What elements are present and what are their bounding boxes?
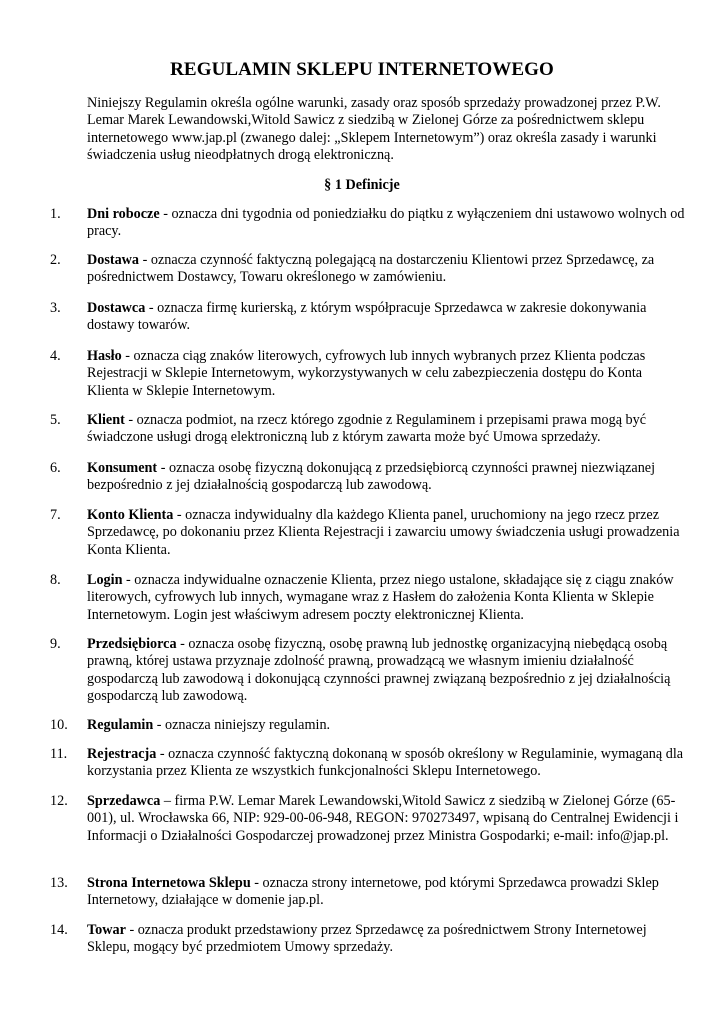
definition-term: Przedsiębiorca	[87, 636, 177, 652]
definition-number: 7.	[50, 507, 61, 523]
definition-text: - oznacza produkt przedstawiony przez Sprzedawcę za pośrednictwem Strony Internetowej Sklepu, mogący być przedmiotem Umowy sprzedaży.	[87, 922, 647, 956]
definition-number: 2.	[50, 252, 61, 268]
definition-text: - oznacza strony internetowe, pod którymi Sprzedawca prowadzi Sklep Internetowy, działające w domenie jap.pl.	[87, 875, 659, 909]
definition-text: - oznacza niniejszy regulamin.	[153, 717, 331, 733]
definition-number: 12.	[50, 793, 68, 809]
definition-text: - oznacza czynność faktyczną dokonaną w sposób określony w Regulaminie, wymaganą dla korzystania przez Klienta ze wszystkich funkcjonalności Sklepu Internetowego.	[87, 746, 684, 780]
definition-number: 4.	[50, 348, 61, 364]
definition-number: 3.	[50, 300, 61, 316]
definition-term: Login	[87, 572, 123, 588]
definition-text: - oznacza ciąg znaków literowych, cyfrowych lub innych wybranych przez Klienta podczas Rejestracji w Sklepie Internetowym, wykorzystywanych w celu zabezpieczenia dostępu do Konta Klienta w Sklepie Internetowym.	[87, 348, 646, 399]
definition-text: – firma P.W. Lemar Marek Lewandowski,Witold Sawicz z siedzibą w Zielonej Górze (65-001), ul. Wrocławska 66, NIP: 929-00-06-948, REGON: 970273497, wpisaną do Centralnej Ewidencji i Informacji o Działalności Gospodarczej prowadzonej przez Ministra Gospodarki; e-mail: info@jap.pl.	[87, 793, 679, 844]
definition-term: Sprzedawca	[87, 793, 161, 809]
definition-number: 6.	[50, 460, 61, 476]
definition-text: - oznacza firmę kurierską, z którym współpracuje Sprzedawca w zakresie dokonywania dostawy towarów.	[87, 300, 647, 334]
definition-term: Dostawca	[87, 300, 146, 316]
definition-number: 10.	[50, 717, 68, 733]
definition-term: Strona Internetowa Sklepu	[87, 875, 251, 891]
definition-term: Rejestracja	[87, 746, 157, 762]
definition-term: Konsument	[87, 460, 158, 476]
document-title: REGULAMIN SKLEPU INTERNETOWEGO	[170, 59, 554, 80]
intro-paragraph: Niniejszy Regulamin określa ogólne warunki, zasady oraz sposób sprzedaży prowadzonej przez P.W. Lemar Marek Lewandowski,Witold Sawicz z siedzibą w Zielonej Górze za pośrednictwem sklepu internetowego www.jap.pl (zwanego dalej: „Sklepem Internetowym”) oraz określa zasady i warunki świadczenia usług nieodpłatnych drogą elektroniczną.	[87, 95, 661, 164]
definition-term: Hasło	[87, 348, 122, 364]
definition-text: - oznacza czynność faktyczną polegającą na dostarczeniu Klientowi przez Sprzedawcę, za pośrednictwem Dostawcy, Towaru określonego w zamówieniu.	[87, 252, 655, 286]
definition-number: 8.	[50, 572, 61, 588]
definition-text: - oznacza osobę fizyczną, osobę prawną lub jednostkę organizacyjną niebędącą osobą prawną, której ustawa przyznaje zdolność prawną, prowadzącą we własnym imieniu działalność gospodarczą lub zawodową i dokonującą czynności prawnej związaną bezpośrednio z jej działalnością gospodarczą lub zawodową.	[87, 636, 671, 705]
definition-number: 9.	[50, 636, 61, 652]
definition-term: Dostawa	[87, 252, 140, 268]
definition-number: 5.	[50, 412, 61, 428]
definition-term: Klient	[87, 412, 125, 428]
definition-term: Konto Klienta	[87, 507, 174, 523]
definition-text: - oznacza indywidualne oznaczenie Klienta, przez niego ustalone, składające się z ciągu znaków literowych, cyfrowych lub innych, wymagane wraz z Hasłem do założenia Konta Klienta w Sklepie Internetowym. Login jest właściwym adresem poczty elektronicznej Klienta.	[87, 572, 674, 623]
definition-text: - oznacza podmiot, na rzecz którego zgodnie z Regulaminem i przepisami prawa mogą być świadczone usługi drogą elektroniczną lub z którym zawarta może być Umowa sprzedaży.	[87, 412, 647, 446]
definition-text: - oznacza indywidualny dla każdego Klienta panel, uruchomiony na jego rzecz przez Sprzedawcę, po dokonaniu przez Klienta Rejestracji i zawarciu umowy świadczenia usługi prowadzenia Konta Klienta.	[87, 507, 680, 558]
definition-term: Dni robocze	[87, 206, 160, 222]
definition-number: 11.	[50, 746, 68, 762]
definition-term: Towar	[87, 922, 126, 938]
definition-number: 13.	[50, 875, 68, 891]
definition-number: 1.	[50, 206, 61, 222]
definition-text: - oznacza dni tygodnia od poniedziałku do piątku z wyłączeniem dni ustawowo wolnych od pracy.	[87, 206, 685, 240]
definition-term: Regulamin	[87, 717, 154, 733]
section-heading: § 1 Definicje	[324, 177, 400, 193]
definition-text: - oznacza osobę fizyczną dokonującą z przedsiębiorcą czynności prawnej niezwiązanej bezpośrednio z jej działalnością gospodarczą lub zawodową.	[87, 460, 656, 494]
definition-number: 14.	[50, 922, 68, 938]
